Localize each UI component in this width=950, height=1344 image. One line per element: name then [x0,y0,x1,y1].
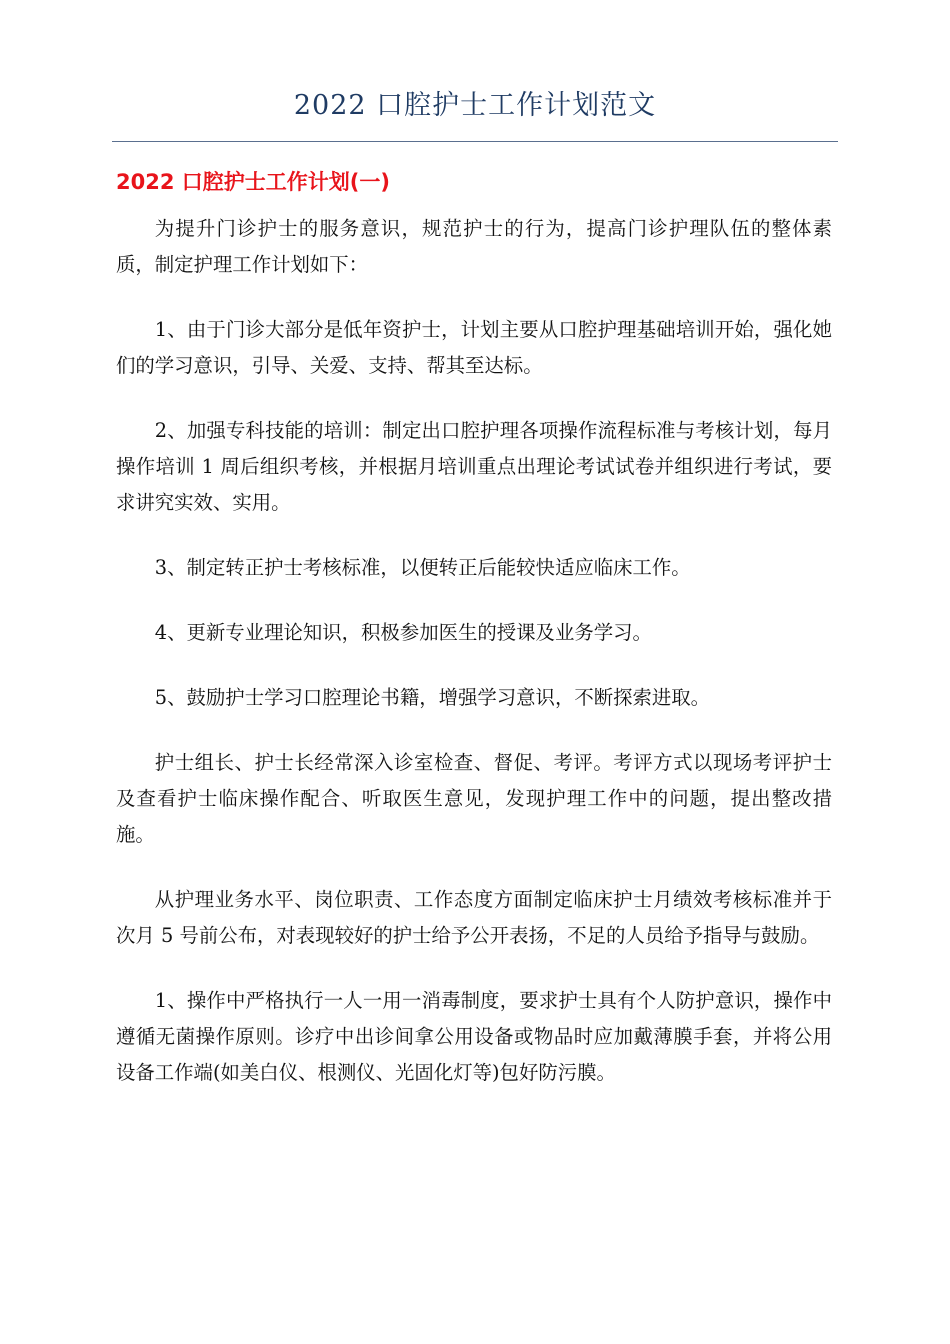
document-body [116,211,832,1120]
paragraph-item-4: 4、更新专业理论知识，积极参加医生的授课及业务学习。 [154,621,652,644]
paragraph-intro: 为提升门诊护士的服务意识，规范护士的行为，提高门诊护理队伍的整体素质，制定护理工作计划如下： [116,217,832,276]
paragraph-assessment: 从护理业务水平、岗位职责、工作态度方面制定临床护士月绩效考核标准并于次月 5 号前公布，对表现较好的护士给予公开表扬，不足的人员给予指导与鼓励。 [116,888,832,947]
paragraph-disinfection: 1、操作中严格执行一人一用一消毒制度，要求护士具有个人防护意识，操作中遵循无菌操作原则。诊疗中出诊间拿公用设备或物品时应加戴薄膜手套，并将公用设备工作端(如美白仪、根测仪、光固化灯等)包好防污膜。 [116,989,832,1084]
title-divider [112,141,838,142]
section-heading: 2022 口腔护士工作计划(一) [116,170,390,194]
document-title: 2022 口腔护士工作计划范文 [293,90,657,121]
paragraph-item-3: 3、制定转正护士考核标准，以便转正后能较快适应临床工作。 [154,556,691,579]
paragraph-item-1: 1、由于门诊大部分是低年资护士，计划主要从口腔护理基础培训开始，强化她们的学习意识，引导、关爱、支持、帮其至达标。 [116,318,832,377]
paragraph-inspection: 护士组长、护士长经常深入诊室检查、督促、考评。考评方式以现场考评护士及查看护士临床操作配合、听取医生意见，发现护理工作中的问题，提出整改措施。 [116,751,832,846]
paragraph-item-2: 2、加强专科技能的培训：制定出口腔护理各项操作流程标准与考核计划，每月操作培训 1 周后组织考核，并根据月培训重点出理论考试试卷并组织进行考试，要求讲究实效、实用。 [116,419,832,514]
paragraph-item-5: 5、鼓励护士学习口腔理论书籍，增强学习意识，不断探索进取。 [154,686,711,709]
